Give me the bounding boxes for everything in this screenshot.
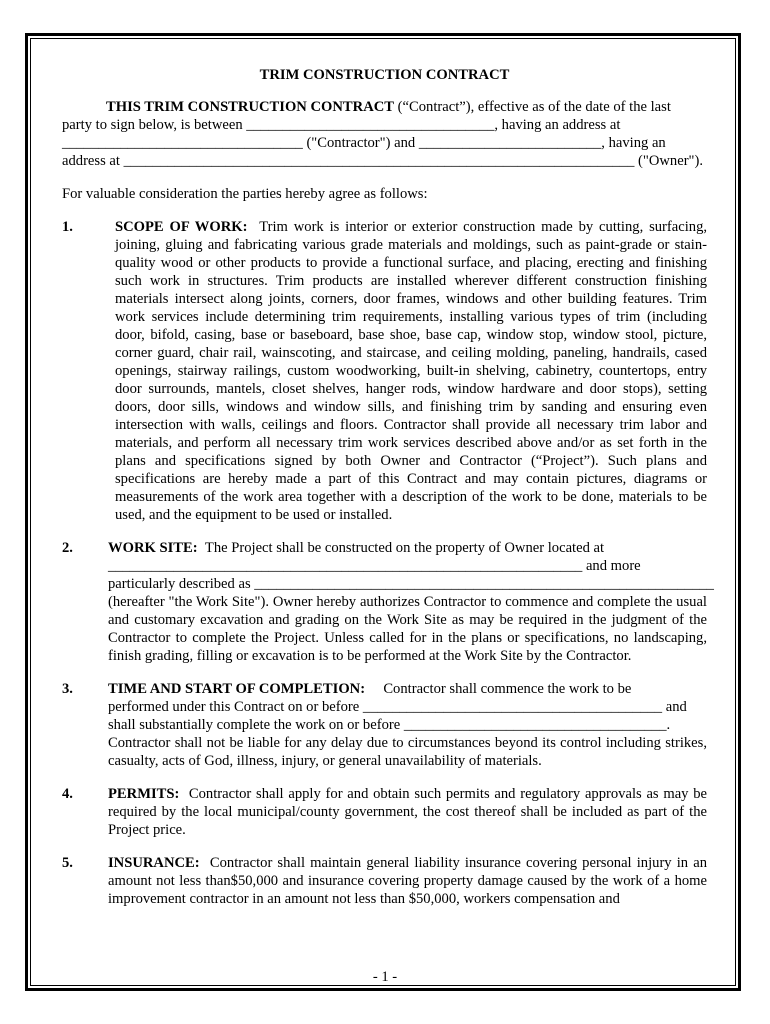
section-heading: WORK SITE: [108, 540, 198, 556]
section-number: 3. [62, 681, 73, 697]
section-text [108, 854, 707, 908]
section-permits [62, 785, 707, 839]
intro-lead: THIS TRIM CONSTRUCTION CONTRACT [106, 99, 395, 115]
section-line-2: _________________________________________________________________ and more [108, 558, 641, 574]
consideration-text: For valuable consideration the parties hereby agree as follows: [62, 186, 428, 202]
section-text [108, 539, 714, 665]
section-content: Trim work is interior or exterior construction made by cutting, surfacing, joining, gluing and fabricating various grade materials and moldings, such as paint-grade or stain-quality wood or other products to provide a functional surface, and placing, erecting and finishing such work in structures. Trim products are installed wherever different construction finishing materials intersect along joints, corners, door frames, windows and other building features. Trim work services include determining trim requirements, installing various types of trim (including door, bifold, casing, base or baseboard, base shoe, base cap, window stop, window stool, picture, corner guard, chair rail, wainscoting, and staircase, and ceiling molding, paneling, handrails, cased openings, stairway railings, custom woodworking, built-in shelving, cabinetry, countertops, entry door surrounds, mantels, closet shelves, hanger rods, window hardware and door stops), setting doors, door sills, windows and window sills, and finishing trim by sanding and ensuring even intersection with walls, ceilings and floors. Contractor shall provide all necessary trim labor and materials, and perform all necessary trim work services described above and/or as set forth in the plans and specifications signed by both Owner and Contractor (“Project”). Such plans and specifications are hereby made a part of this Contract and may contain pictures, diagrams or measurements of the work area together with a description of the work to be done, materials to be used, and the equipment to be used or installed. [115, 219, 708, 523]
document-body [62, 66, 714, 908]
section-text [108, 680, 707, 770]
section-line-3: shall substantially complete the work on or before ____________________________________. [108, 717, 671, 733]
intro-line-1: (“Contract”), effective as of the date of the last [394, 99, 671, 115]
section-line-2: performed under this Contract on or before _________________________________________ and [108, 699, 687, 715]
section-number: 4. [62, 786, 73, 802]
section-work-site [62, 539, 714, 665]
section-line-3: particularly described as _______________________________________________________________ [108, 576, 714, 592]
section-time-and-start [62, 680, 707, 770]
page-number: - 1 - [372, 969, 398, 985]
section-content: Contractor shall apply for and obtain such permits and regulatory approvals as may be required by the local municipal/county government, the cost thereof shall be included as part of the Project price. [108, 786, 708, 838]
section-text [108, 785, 707, 839]
section-number: 2. [62, 540, 73, 556]
section-scope-of-work [62, 218, 707, 524]
section-content: Contractor shall not be liable for any delay due to circumstances beyond its control including strikes, casualty, acts of God, illness, injury, or general unavailability of materials. [108, 735, 707, 769]
section-insurance [62, 854, 707, 908]
section-text [115, 218, 707, 524]
section-content: (hereafter "the Work Site"). Owner hereby authorizes Contractor to commence and complete the usual and customary excavation and grading on the Work Site as may be required in the judgment of the Contractor to complete the Project. Unless called for in the plans or specifications, no landscaping, finish grading, filling or excavation is to be performed at the Work Site by the Contractor. [108, 594, 707, 664]
intro-line-2: party to sign below, is between __________________________________, having an address at [62, 117, 621, 133]
intro-paragraph [62, 98, 707, 116]
section-heading: SCOPE OF WORK: [115, 219, 248, 235]
section-heading: INSURANCE: [108, 855, 200, 871]
intro-line-3: _________________________________ ("Contractor") and _________________________, having an [62, 135, 666, 151]
section-content: Contractor shall maintain general liability insurance covering personal injury in an amount not less than$50,000 and insurance covering property damage caused by the work of a home improvement contractor in an amount not less than $50,000, workers compensation and [108, 855, 707, 907]
document-title: TRIM CONSTRUCTION CONTRACT [259, 67, 510, 83]
intro-line-4: address at ______________________________________________________________________ ("Owner"). [62, 153, 704, 169]
section-line-1: Contractor shall commence the work to be [383, 681, 632, 697]
section-number: 5. [62, 855, 73, 871]
section-heading: PERMITS: [108, 786, 180, 802]
section-number: 1. [62, 219, 73, 235]
section-heading: TIME AND START OF COMPLETION: [108, 681, 366, 697]
section-line-1: The Project shall be constructed on the property of Owner located at [204, 540, 605, 556]
